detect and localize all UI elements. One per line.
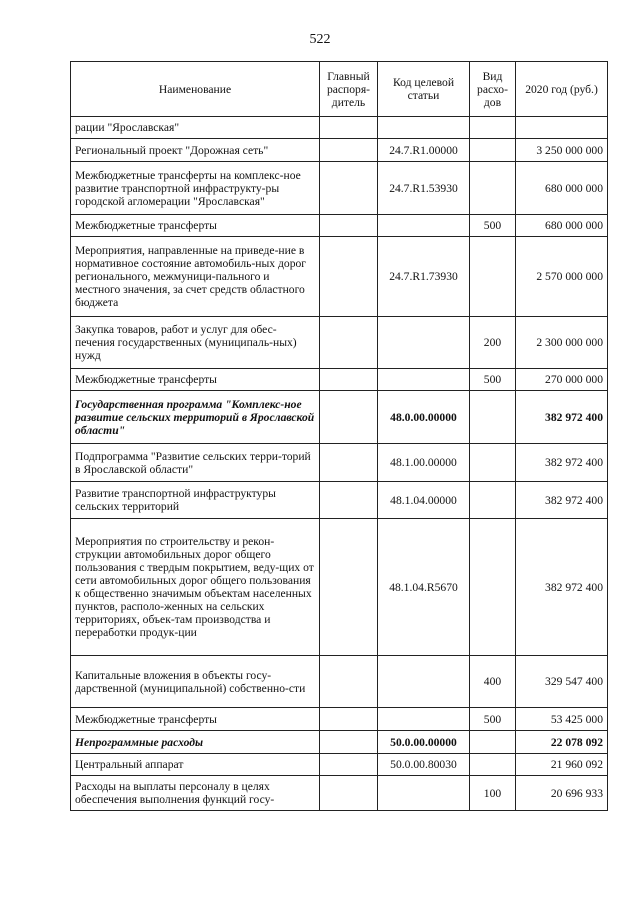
cell-amount: 53 425 000 [516, 708, 608, 731]
header-amount: 2020 год (руб.) [516, 62, 608, 117]
header-type: Вид расхо-дов [470, 62, 516, 117]
cell-amount: 3 250 000 000 [516, 139, 608, 162]
cell-admin [320, 776, 378, 811]
table-row [71, 754, 608, 776]
cell-name: Мероприятия по строительству и рекон-струкции автомобильных дорог общего пользования с твердым покрытием, веду-щих от сети автомобильных дорог общего пользования к общественно значимым объектам населенных пунктов, располо-женных на сельских территориях, объек-там производства и переработки продук-ции [71, 519, 320, 656]
table-row [71, 519, 608, 656]
cell-name: Региональный проект "Дорожная сеть" [71, 139, 320, 162]
cell-admin [320, 444, 378, 482]
cell-code: 24.7.R1.73930 [378, 237, 470, 317]
table-row [71, 482, 608, 519]
cell-amount: 270 000 000 [516, 369, 608, 391]
table-row [71, 162, 608, 215]
cell-amount: 21 960 092 [516, 754, 608, 776]
table-row [71, 237, 608, 317]
cell-code: 48.1.04.R5670 [378, 519, 470, 656]
cell-code: 48.0.00.00000 [378, 391, 470, 444]
cell-name: Государственная программа "Комплекс-ное развитие сельских территорий в Ярославской области" [71, 391, 320, 444]
cell-admin [320, 117, 378, 139]
cell-name: Капитальные вложения в объекты госу-дарственной (муниципальной) собственно-сти [71, 656, 320, 708]
table-row [71, 731, 608, 754]
cell-amount: 382 972 400 [516, 519, 608, 656]
cell-admin [320, 519, 378, 656]
cell-type [470, 731, 516, 754]
cell-amount: 382 972 400 [516, 444, 608, 482]
table-row [71, 444, 608, 482]
table-row [71, 708, 608, 731]
cell-type: 400 [470, 656, 516, 708]
cell-code: 50.0.00.00000 [378, 731, 470, 754]
cell-type [470, 237, 516, 317]
cell-name: Непрограммные расходы [71, 731, 320, 754]
header-code: Код целевой статьи [378, 62, 470, 117]
cell-code: 48.1.00.00000 [378, 444, 470, 482]
cell-admin [320, 482, 378, 519]
cell-code [378, 708, 470, 731]
cell-amount: 382 972 400 [516, 391, 608, 444]
header-admin: Главный распоря-дитель [320, 62, 378, 117]
cell-admin [320, 391, 378, 444]
cell-code [378, 656, 470, 708]
cell-amount: 2 570 000 000 [516, 237, 608, 317]
cell-admin [320, 754, 378, 776]
cell-admin [320, 731, 378, 754]
cell-admin [320, 237, 378, 317]
cell-name: Расходы на выплаты персоналу в целях обеспечения выполнения функций госу- [71, 776, 320, 811]
cell-name: Межбюджетные трансферты [71, 215, 320, 237]
cell-amount: 2 300 000 000 [516, 317, 608, 369]
cell-name: Закупка товаров, работ и услуг для обес-печения государственных (муниципаль-ных) нужд [71, 317, 320, 369]
cell-type [470, 754, 516, 776]
cell-amount: 329 547 400 [516, 656, 608, 708]
cell-type: 500 [470, 369, 516, 391]
cell-name: Подпрограмма "Развитие сельских терри-торий в Ярославской области" [71, 444, 320, 482]
cell-code: 48.1.04.00000 [378, 482, 470, 519]
cell-admin [320, 215, 378, 237]
cell-name: рации "Ярославская" [71, 117, 320, 139]
cell-amount: 680 000 000 [516, 215, 608, 237]
cell-type [470, 391, 516, 444]
cell-code: 24.7.R1.53930 [378, 162, 470, 215]
cell-admin [320, 139, 378, 162]
cell-code [378, 369, 470, 391]
cell-code [378, 117, 470, 139]
cell-name: Межбюджетные трансферты [71, 708, 320, 731]
table-row [71, 139, 608, 162]
cell-name: Межбюджетные трансферты [71, 369, 320, 391]
cell-amount: 680 000 000 [516, 162, 608, 215]
cell-code: 24.7.R1.00000 [378, 139, 470, 162]
cell-type [470, 162, 516, 215]
cell-type: 100 [470, 776, 516, 811]
cell-code [378, 317, 470, 369]
cell-name: Центральный аппарат [71, 754, 320, 776]
page-number: 522 [309, 32, 331, 47]
cell-name: Развитие транспортной инфраструктуры сельских территорий [71, 482, 320, 519]
table-body [71, 117, 608, 811]
table-row [71, 776, 608, 811]
table-row [71, 117, 608, 139]
budget-table [70, 61, 608, 811]
cell-admin [320, 317, 378, 369]
cell-code [378, 215, 470, 237]
cell-type: 200 [470, 317, 516, 369]
cell-type: 500 [470, 215, 516, 237]
cell-amount: 382 972 400 [516, 482, 608, 519]
cell-admin [320, 162, 378, 215]
cell-type [470, 117, 516, 139]
cell-code: 50.0.00.80030 [378, 754, 470, 776]
header-name: Наименование [71, 62, 320, 117]
cell-type [470, 139, 516, 162]
cell-admin [320, 708, 378, 731]
table-row [71, 369, 608, 391]
cell-code [378, 776, 470, 811]
cell-type [470, 482, 516, 519]
table-row [71, 656, 608, 708]
table-header-row [71, 62, 608, 117]
table-row [71, 215, 608, 237]
cell-amount: 22 078 092 [516, 731, 608, 754]
cell-type: 500 [470, 708, 516, 731]
cell-admin [320, 369, 378, 391]
table-row [71, 317, 608, 369]
cell-name: Межбюджетные трансферты на комплекс-ное развитие транспортной инфраструкту-ры городской агломерации "Ярославская" [71, 162, 320, 215]
cell-amount: 20 696 933 [516, 776, 608, 811]
cell-type [470, 444, 516, 482]
cell-amount [516, 117, 608, 139]
cell-name: Мероприятия, направленные на приведе-ние в нормативное состояние автомобиль-ных дорог регионального, межмуници-пального и местного значения, за счет средств областного бюджета [71, 237, 320, 317]
table-row [71, 391, 608, 444]
cell-type [470, 519, 516, 656]
cell-admin [320, 656, 378, 708]
